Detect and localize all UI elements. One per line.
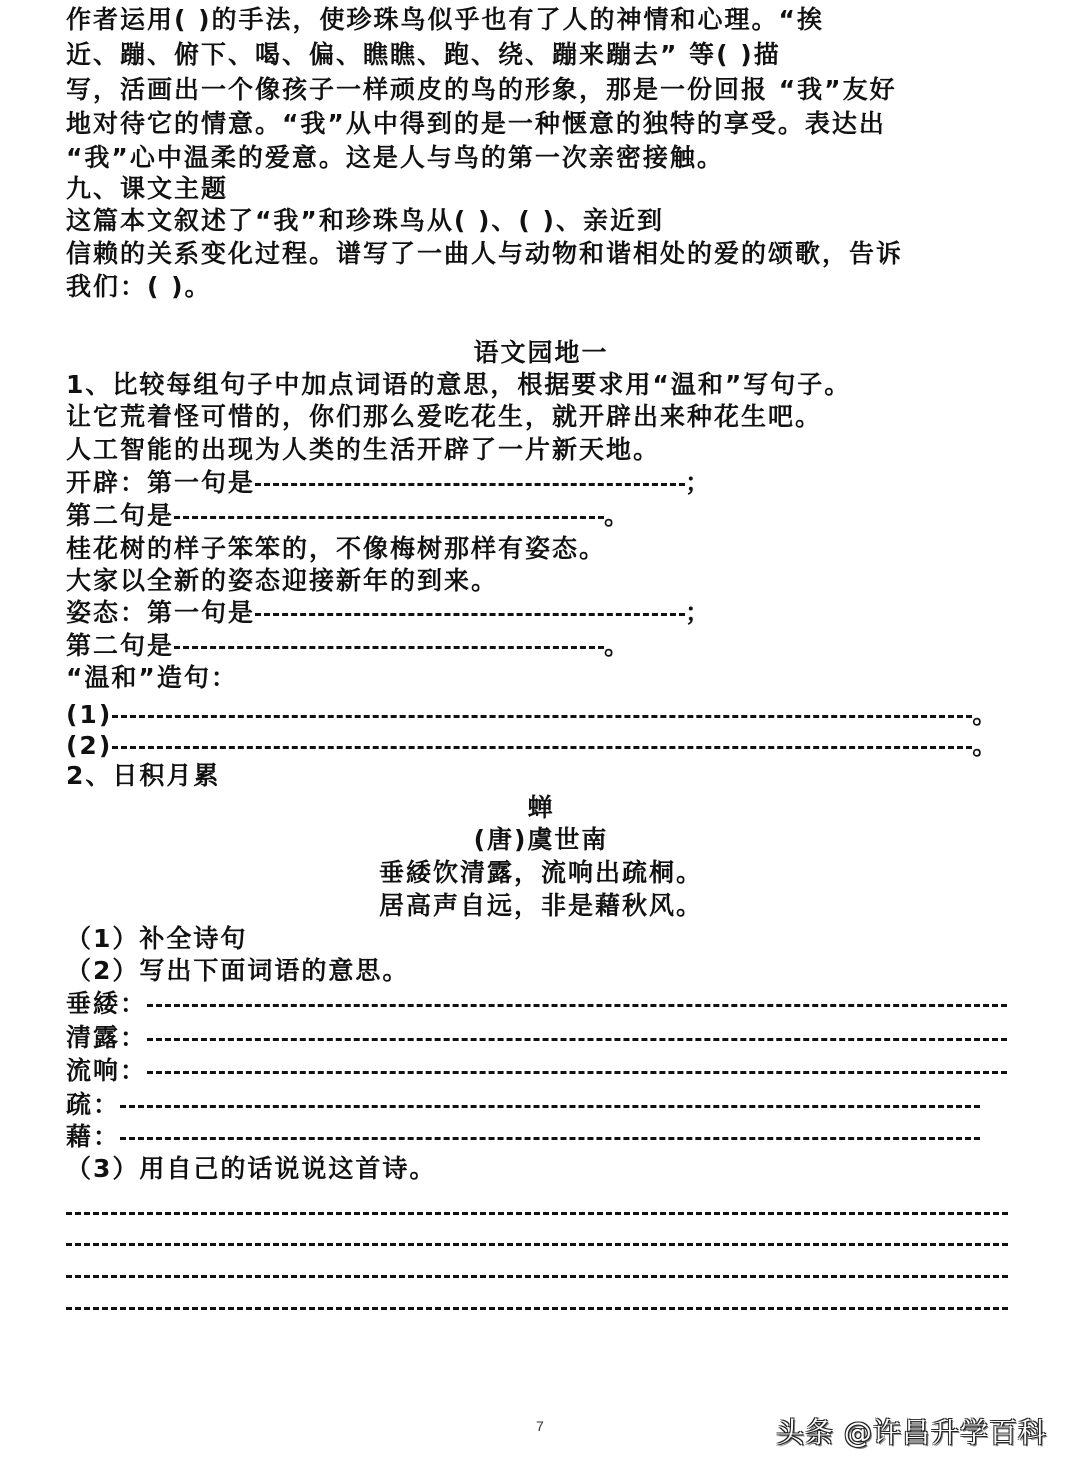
q2-sub2: （2）写出下面词语的意思。 bbox=[66, 956, 410, 985]
zitai-first-end: ； bbox=[685, 598, 713, 627]
kaipi-first-label: 开辟：第一句是 bbox=[66, 468, 256, 497]
meaning-row-shu bbox=[66, 1089, 980, 1121]
wenhe-item-label: (1) bbox=[66, 700, 113, 729]
zitai-second-label: 第二句是 bbox=[66, 631, 175, 660]
poem-author: (唐)虞世南 bbox=[473, 825, 609, 854]
wenhe-answer-2 bbox=[66, 730, 999, 762]
meaning-row-chuirui bbox=[66, 988, 1007, 1020]
poem-line-2: 居高声自远，非是藉秋风。 bbox=[378, 891, 703, 920]
kaipi-second-label: 第二句是 bbox=[66, 501, 175, 530]
poem-title: 蝉 bbox=[527, 793, 555, 822]
q2-sub1: （1）补全诗句 bbox=[66, 924, 248, 953]
meaning-label: 流响： bbox=[66, 1056, 148, 1085]
intro-line-5: “我”心中温柔的爱意。这是人与鸟的第一次亲密接触。 bbox=[66, 143, 724, 172]
section-nine-line-2: 信赖的关系变化过程。谱写了一曲人与动物和谐相处的爱的颂歌，告诉 bbox=[66, 239, 904, 268]
meaning-row-liuxiang bbox=[66, 1055, 1007, 1087]
kaipi-second-blank[interactable] bbox=[174, 516, 604, 519]
kaipi-first-answer bbox=[66, 467, 712, 499]
zitai-second-answer bbox=[66, 630, 631, 662]
meaning-blank[interactable] bbox=[147, 1004, 1007, 1007]
wenhe-answer-1 bbox=[66, 699, 999, 731]
poem-line-1: 垂緌饮清露，流响出疏桐。 bbox=[378, 858, 703, 887]
section-nine-line-3: 我们：( )。 bbox=[66, 272, 212, 301]
meaning-blank[interactable] bbox=[120, 1105, 980, 1108]
intro-line-4: 地对待它的情意。“我”从中得到的是一种惬意的独特的享受。表达出 bbox=[66, 109, 886, 138]
meaning-label: 疏： bbox=[66, 1090, 121, 1119]
section-nine-heading: 九、课文主题 bbox=[66, 174, 229, 203]
meaning-label: 藉： bbox=[66, 1122, 121, 1151]
meaning-blank[interactable] bbox=[120, 1137, 980, 1140]
zitai-first-label: 姿态：第一句是 bbox=[66, 598, 256, 627]
meaning-label: 垂緌： bbox=[66, 989, 148, 1018]
wenhe-end-2: 。 bbox=[972, 731, 1000, 760]
meaning-blank[interactable] bbox=[147, 1071, 1007, 1074]
intro-line-3: 写，活画出一个像孩子一样顽皮的鸟的形象，那是一份回报 “我”友好 bbox=[66, 75, 897, 104]
section-nine-line-1: 这篇本文叙述了“我”和珍珠鸟从( )、( )、亲近到 bbox=[66, 206, 664, 235]
meaning-row-jie bbox=[66, 1121, 980, 1153]
kaipi-first-end: ； bbox=[685, 468, 713, 497]
meaning-blank[interactable] bbox=[147, 1038, 1007, 1041]
wenhe-item-label: (2) bbox=[66, 731, 113, 760]
meaning-row-qinglu bbox=[66, 1022, 1007, 1054]
kaipi-second-end: 。 bbox=[604, 501, 632, 530]
poem-answer-line-4[interactable] bbox=[66, 1291, 1008, 1323]
zitai-second-end: 。 bbox=[604, 631, 632, 660]
wenhe-label: “温和”造句： bbox=[66, 663, 238, 692]
zitai-first-blank[interactable] bbox=[255, 613, 685, 616]
poem-answer-line-3[interactable] bbox=[66, 1259, 1008, 1291]
kaipi-first-blank[interactable] bbox=[255, 483, 685, 486]
zitai-second-blank[interactable] bbox=[174, 646, 604, 649]
poem-answer-line-1[interactable] bbox=[66, 1196, 1008, 1228]
watermark: 头条 @许昌升学百科 bbox=[776, 1416, 1047, 1449]
zitai-first-answer bbox=[66, 597, 712, 629]
kaipi-sentence-2: 人工智能的出现为人类的生活开辟了一片新天地。 bbox=[66, 435, 661, 464]
intro-line-2: 近、蹦、俯下、喝、偏、瞧瞧、跑、绕、蹦来蹦去” 等( )描 bbox=[66, 40, 781, 69]
zitai-sentence-2: 大家以全新的姿态迎接新年的到来。 bbox=[66, 566, 499, 595]
kaipi-sentence-1: 让它荒着怪可惜的，你们那么爱吃花生，就开辟出来种花生吧。 bbox=[66, 402, 823, 431]
intro-line-1: 作者运用( )的手法，使珍珠鸟似乎也有了人的神情和心理。“挨 bbox=[66, 5, 824, 34]
wenhe-blank-1[interactable] bbox=[112, 715, 972, 718]
poem-answer-line-2[interactable] bbox=[66, 1227, 1008, 1259]
zitai-sentence-1: 桂花树的样子笨笨的，不像梅树那样有姿态。 bbox=[66, 534, 607, 563]
wenhe-end-1: 。 bbox=[972, 700, 1000, 729]
page-number: 7 bbox=[536, 1418, 544, 1434]
q1-prompt: 1、比较每组句子中加点词语的意思，根据要求用“温和”写句子。 bbox=[66, 370, 852, 399]
meaning-label: 清露： bbox=[66, 1023, 148, 1052]
section-title: 语文园地一 bbox=[473, 338, 609, 367]
q2-heading: 2、日积月累 bbox=[66, 761, 221, 790]
kaipi-second-answer bbox=[66, 500, 631, 532]
q2-sub3: （3）用自己的话说说这首诗。 bbox=[66, 1154, 437, 1183]
wenhe-blank-2[interactable] bbox=[112, 746, 972, 749]
